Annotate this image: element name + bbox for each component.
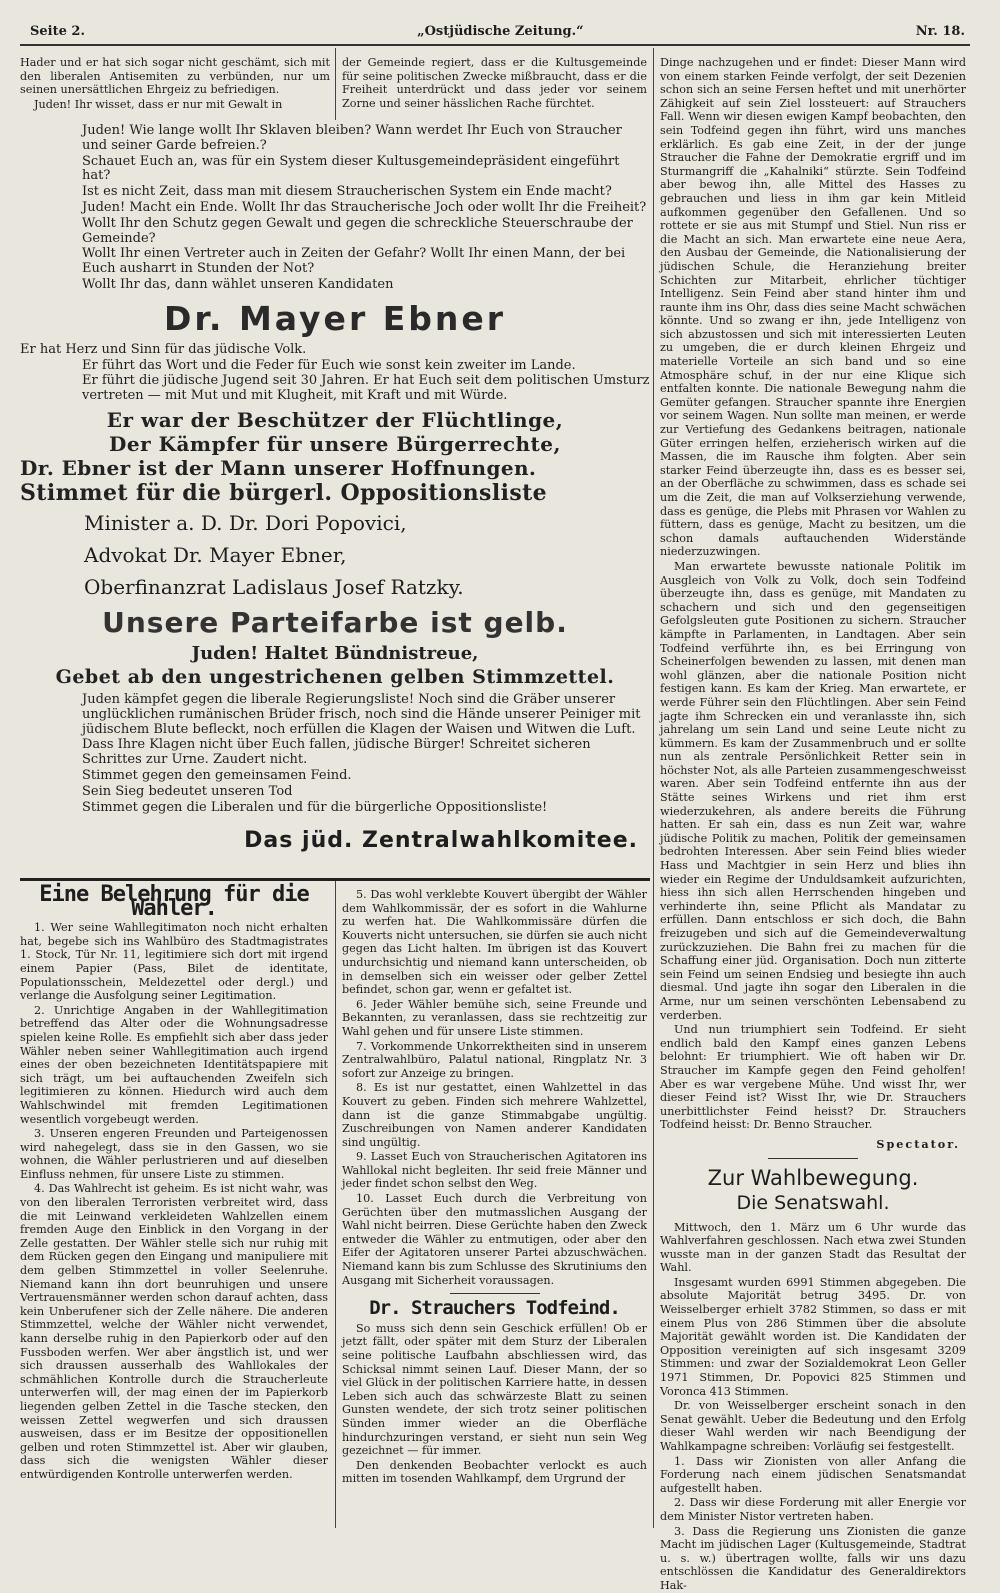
article-paragraph: Dr. von Weisselberger erscheint sonach in den Senat gewählt. Ueber die Bedeutung und den Erfolg dieser Wahl werden wir nach Beendigung der Wahlkampagne schreiben: Vorläufig sei festgestellt. <box>660 1399 966 1453</box>
ad-line: Wollt Ihr den Schutz gegen Gewalt und gegen die schreckliche Steuerschraube der Gemeinde? <box>82 215 633 246</box>
instruction-item: 4. Das Wahlrecht ist geheim. Es ist nicht wahr, was von den liberalen Terroristen verbreitet wird, dass die mit Leinwand verkleideten Wahlzellen einem fremden Auge den Einblick in den Vorgang in der Zelle gestatten. Der Wähler stelle sich nur ruhig mit dem Rücken gegen den Eingang und manipuliere mit dem gelben Stimmzettel in voller Seelenruhe. Niemand kann ihn dort beunruhigen und unsere Vertrauensmänner werden schon darauf achten, dass kein Unberufener sich der Zelle nähere. Die anderen Stimmzettel, welche der Wähler nicht verwendet, kann derselbe ruhig in den Papierkorb oder auf den Fussboden werfen. Wer aber ängstlich ist, und wer sich draussen ausserhalb des Wahllokales der schmählichen Kontrolle durch die Straucherleute unterwerfen will, der mag einen der im Papierkorb liegenden gelben Zettel in die Tasche stecken, den weissen Zettel wegwerfen und sich draussen ausweisen, dass er im Besitze der oppositionellen gelben und roten Stimmzettel ist. Aber wir glauben, dass sich die wenigsten Wähler dieser entwürdigenden Kontrolle unterwerfen werden. <box>20 1182 328 1481</box>
wahlbewegung-title: Zur Wahlbewegung. <box>707 1165 919 1190</box>
separator <box>450 1293 540 1294</box>
right-column <box>660 56 966 1592</box>
belehrung-right-column <box>342 888 647 1528</box>
section-rule <box>20 878 650 881</box>
loyalty-line: Juden! Haltet Bündnistreue, <box>191 642 479 664</box>
paragraph: der Gemeinde regiert, dass er die Kultusgemeinde für seine politischen Zwecke mißbraucht, dass er die Freiheit unterdrückt und dass jeder vor seinem Zorne und seiner hässlichen Rache fürchtet. <box>342 56 647 110</box>
ad-line: Wollt Ihr einen Vertreter auch in Zeiten der Gefahr? Wollt Ihr einen Mann, der bei Euch ausharrt in Stunden der Not? <box>82 246 626 277</box>
praise-line: Er führt die jüdische Jugend seit 30 Jahren. Er hat Euch seit dem politischen Umsturz vertreten — mit Mut und mit Klugheit, mit Kraft und mit Würde. <box>82 373 650 404</box>
praise-line: Er führt das Wort und die Feder für Euch wie sonst kein zweiter im Lande. <box>82 357 576 373</box>
election-advertisement <box>20 124 650 855</box>
separator <box>768 1158 858 1159</box>
ad-line: Juden! Macht ein Ende. Wollt Ihr das Straucherische Joch oder wollt Ihr die Freiheit? <box>82 199 647 215</box>
article-paragraph: Mittwoch, den 1. März um 6 Uhr wurde das Wahlverfahren geschlossen. Nach etwa zwei Stunden wusste man in der ganzen Stadt das Resultat der Wahl. <box>660 1220 966 1275</box>
top-mid-column <box>342 56 647 111</box>
top-left-column <box>20 56 330 112</box>
belehrung-title: Eine Belehrung für die Wähler. <box>39 882 309 921</box>
column-divider-bottom <box>335 880 336 1528</box>
closing-line: Dass Ihre Klagen nicht über Euch fallen, jüdische Bürger! Schreitet sicheren Schrittes zur Urne. Zaudert nicht. <box>82 737 591 768</box>
issue-number: Nr. 18. <box>915 24 965 39</box>
ad-line: Wollt Ihr das, dann wählet unseren Kandidaten <box>82 276 394 292</box>
committee-signature: Das jüd. Zentralwahlkomitee. <box>244 828 638 854</box>
ad-line: Ist es nicht Zeit, dass man mit diesem Straucherischen System ein Ende macht? <box>82 184 612 200</box>
candidate-name-headline: Dr. Mayer Ebner <box>163 298 507 338</box>
column-divider-right <box>653 48 654 1528</box>
instruction-item: 7. Vorkommende Unkorrektheiten sind in unserem Zentralwahlbüro, Palatul national, Ringplatz Nr. 3 sofort zur Anzeige zu bringen. <box>342 1039 647 1080</box>
column-divider-top <box>335 48 336 120</box>
ad-line: Schauet Euch an, was für ein System dieser Kultusgemeindepräsident eingeführt hat? <box>82 153 620 184</box>
closing-line: Stimmet gegen den gemeinsamen Feind. <box>82 767 352 783</box>
slogan-line: Er war der Beschützer der Flüchtlinge, <box>106 407 564 432</box>
instruction-item: 8. Es ist nur gestattet, einen Wahlzettel in das Kouvert zu geben. Finden sich mehrere Wahlzettel, dann ist die ganze Stimmabgabe ungültig. Zuschreibungen von Namen anderer Kandidaten sind ungültig. <box>342 1081 647 1149</box>
paragraph: Juden! Ihr wisset, dass er nur mit Gewalt in <box>34 97 283 111</box>
article-paragraph: Den denkenden Beobachter verlockt es auch mitten im tosenden Wahlkampf, dem Urgrund der <box>342 1458 647 1486</box>
praise-line: Er hat Herz und Sinn für das jüdische Volk. <box>20 341 307 357</box>
article-paragraph: Dinge nachzugehen und er findet: Dieser Mann wird von einem starken Feinde verfolgt, der seit Dezenien schon sich an seine Fersen heftet und mit unerhörter Zähigkeit auf sein Ziel lossteuert: auf Strauchers Fall. Wenn wir diesen ewigen Kampf beobachten, den sein Todfeind gegen ihn führt, wird uns manches erklärlich. Es gab eine Zeit, in der der junge Straucher die Fahne der Demokratie ergriff und im Sturmangriff die „Kahalniki“ stürzte. Sein Todfeind aber bewog ihn, alle Mittel des Hasses zu gebrauchen und liess in ihm gar kein Mitleid aufkommen gegenüber den Gefallenen. Und so rottete er sie aus mit Stumpf und Stiel. Nun riss er die Macht an sich. Man erwartete eine neue Aera, den Ausbau der Gemeinde, die Nationalisierung der jüdischen Schule, die Heranziehung breiter Schichten zur Mitarbeit, ehrlicher tüchtiger Intelligenz. Sein Feind aber stand hinter ihm und raunte ihm ins Ohr, dass dies seine Macht schwächen könnte. Und so zwang er ihn, jede Intelligenz von sich abzustossen und sich mit interessierten Leuten zu umgeben, die er durch kleinen Ehrgeiz und materielle Vorteile an sich band und so eine Atmosphäre schuf, in der nur eine Klique sich entfalten konnte. Die nationale Bewegung nahm die Gemüter gefangen. Straucher spannte ihre Energien vor seinem Wagen. Nun sollte man meinen, er werde zur Vertiefung des Gedankens beitragen, nationale Güter erringen helfen, erzieherisch wirken auf die Massen, die im Rausche ihm folgten. Aber sein starker Feind überzeugte ihn, dass es es besser sei, an der Oberfläche zu schwimmen, dass es schade sei um die Zeit, die man auf Volkserziehung verwende, dass es genüge, die Plebs mit Phrasen vor Wahlen zu füttern, dass es genüge, Macht zu besitzen, um die schon damals auftauchenden Widerstände niederzuzwingen. <box>660 56 966 559</box>
article-paragraph: So muss sich denn sein Geschick erfüllen! Ob er jetzt fällt, oder später mit dem Sturz der Liberalen seine politische Laufbahn abschliessen wird, das Schicksal nimmt seinen Lauf. Dieser Mann, der so viel Glück in der politischen Karriere hatte, in dessen Leben sich auch das schwärzeste Blatt zu seinen Gunsten wendete, der sich trotz seiner politischen Sünden immer wieder an die Oberfläche hindurchzuringen verstand, er sieht nun sein Weg gezeichnet — für immer. <box>342 1321 647 1458</box>
instruction-item: 6. Jeder Wähler bemühe sich, seine Freunde und Bekannten, zu veranlassen, dass sie rechtzeitig zur Wahl gehen und für unsere Liste stimmen. <box>342 997 647 1038</box>
paragraph: Hader und er hat sich sogar nicht geschämt, sich mit den liberalen Antisemiten zu verbünden, nur um seinen unersättlichen Ehrgeiz zu befriedigen. <box>20 56 330 97</box>
article-author: Spectator. <box>876 1136 960 1151</box>
article-paragraph: 2. Dass wir diese Forderung mit aller Energie vor dem Minister Nistor vertreten haben. <box>660 1496 966 1523</box>
closing-line: Sein Sieg bedeutet unseren Tod <box>82 783 293 799</box>
party-color-headline: Unsere Parteifarbe ist gelb. <box>102 605 568 639</box>
slogan-line: Der Kämpfer für unsere Bürgerrechte, <box>109 431 561 456</box>
page-header <box>30 24 965 44</box>
article-paragraph: Man erwartete bewusste nationale Politik im Ausgleich von Volk zu Volk, doch sein Todfeind überzeugte ihn, dass es genüge, mit Mandaten zu schachern und sich und den gegenseitigen Gefolgsleuten gute Positionen zu sichern. Straucher kämpfte in Parlamenten, in Landtagen. Aber sein Todfeind verführte ihn, es bei Erringung von Scheinerfolgen bewenden zu lassen, mit denen man wohl glänzen, aber die nationale Position nicht festigen kann. Es kam der Krieg. Man erwartete, er werde Führer sein den Flüchtlingen. Aber sein Feind jagte ihm Schrecken ein und veranlasste ihn, sich jahrelang um sein Land und seine Leute nicht zu kümmern. Es kam der Zusammenbruch und er sollte nun als zentrale Persönlichkeit Retter sein in höchster Not, als alle Parteien zusammengeschweisst waren. Aber sein Todfeind entfernte ihn aus der Stätte seines Wirkens und riet ihm erst wiederzukehren, als andere bereits die Führung hatten. Er sah ein, dass es nun Zeit war, wahre jüdische Politik zu machen, Politik der gemeinsamen bedrohten Interessen. Aber sein Feind blies wieder Hass und Machtgier in sein Herz und blies ihn wieder ein Regime der Unduldsamkeit aufzurichten, hiess ihn sich allen Herrschenden hingeben und verhinderte ihn, seine Pflicht als Mandatar zu erfüllen. Dann entschloss er sich doch, die Bahn freizugeben und sich auf die Gemeindeverwaltung zurückzuziehen. Die Bahn frei zu machen für die Schaffung einer jüd. Organisation. Doch nun zitterte sein Feind um seinen Endsieg und besiegte ihn auch diesmal. Und jagte ihn sogar den Liberalen in die Arme, nur um seinen verschönten Lebensabend zu verderben. <box>660 559 966 1022</box>
article-paragraph: Insgesamt wurden 6991 Stimmen abgegeben. Die absolute Majorität betrug 3495. Dr. von Weisselberger erhielt 3782 Stimmen, so dass er mit einem Plus von 286 Stimmen über die absolute Majorität gewählt worden ist. Die Kandidaten der Opposition vereinigten auf sich insgesamt 3209 Stimmen: und zwar der Sozialdemokrat Leon Geller 1971 Stimmen, Dr. Popovici 825 Stimmen und Voronca 413 Stimmen. <box>660 1275 966 1398</box>
page-number: Seite 2. <box>30 24 85 39</box>
article-paragraph: Und nun triumphiert sein Todfeind. Er sieht endlich bald den Kampf eines ganzen Lebens belohnt: Er triumphiert. Wie oft haben wir Dr. Straucher im Kampfe gegen den Feind geholfen! Aber es war vergebene Mühe. Und wisst Ihr, wer dieser Feind ist? Wisst Ihr, wie Dr. Strauchers unerbittlichster Feind heisst? Dr. Strauchers Todfeind heisst: Dr. Benno Straucher. <box>660 1023 966 1132</box>
slogan-line: Stimmet für die bürgerl. Oppositionsliste <box>20 479 548 506</box>
slogan-line: Dr. Ebner ist der Mann unserer Hoffnungen. <box>20 455 537 480</box>
closing-line: Stimmet gegen die Liberalen und für die bürgerliche Oppositionsliste! <box>82 799 548 815</box>
candidate-list-item: Advokat Dr. Mayer Ebner, <box>84 542 347 567</box>
ballot-line: Gebet ab den ungestrichenen gelben Stimmzettel. <box>55 665 615 688</box>
article-paragraph: 1. Dass wir Zionisten von aller Anfang die Forderung nach einem jüdischen Senatsmandat aufgestellt haben. <box>660 1454 966 1495</box>
article-paragraph: 3. Dass die Regierung uns Zionisten die ganze Macht im jüdischen Lager (Kultusgemeinde, Stadtrat u. s. w.) übertragen wollte, falls wir uns dazu entschlössen die Kandidatur des Generaldirektors Hak- <box>660 1524 966 1592</box>
closing-line: Juden kämpfet gegen die liberale Regierungsliste! Noch sind die Gräber unserer unglücklichen rumänischen Brüder frisch, noch sind die Hände unserer Peiniger mit jüdischem Blute befleckt, noch erfüllen die Klagen der Waisen und Witwen die Luft. <box>82 691 641 737</box>
instruction-item: 10. Lasset Euch durch die Verbreitung von Gerüchten über den mutmasslichen Ausgang der Wahl nicht beirren. Diese Gerüchte haben den Zweck entweder die Wähler zu entmutigen, oder aber den Eifer der Agitatoren unserer Partei abzuschwächen. Niemand kann bis zum Schlusse des Skrutiniums den Ausgang mit Sicherheit voraussagen. <box>342 1192 647 1287</box>
ad-line: Juden! Wie lange wollt Ihr Sklaven bleiben? Wann werdet Ihr Euch von Straucher und seiner Garde befreien.? <box>82 123 622 153</box>
instruction-item: 3. Unseren engeren Freunden und Parteigenossen wird nahegelegt, dass sie in den Gassen, wo sie wohnen, die Wähler perlustrieren und auf dieselben Einfluss nehmen, für unsere Liste zu stimmen. <box>20 1127 328 1181</box>
belehrung-left-column <box>20 882 328 1528</box>
senatswahl-subtitle: Die Senatswahl. <box>736 1191 890 1214</box>
candidate-list-item: Minister a. D. Dr. Dori Popovici, <box>84 510 407 535</box>
newspaper-title: „Ostjüdische Zeitung.“ <box>417 24 584 39</box>
instruction-item: 9. Lasset Euch von Straucherischen Agitatoren ins Wahllokal nicht begleiten. Ihr seid freie Männer und jeder findet schon selbst den Weg. <box>342 1150 647 1191</box>
instruction-item: 1. Wer seine Wahllegitimaton noch nicht erhalten hat, begebe sich ins Wahlbüro des Stadtmagistrates 1. Stock, Tür Nr. 11, legitimiere sich dort mit irgend einem Papier (Pass, Bilet de identitate, Populationsschein, Meldezettel oder dergl.) und verlange die Ausfolgung seiner Legitimation. <box>20 921 328 1003</box>
todfeind-title: Dr. Strauchers Todfeind. <box>369 1297 620 1320</box>
instruction-item: 2. Unrichtige Angaben in der Wahllegitimation betreffend das Alter oder die Wohnungsadresse spielen keine Rolle. Es empfiehlt sich aber dass jeder Wähler neben seiner Wahllegitimation auch irgend eines der oben bezeichneten Identitätspapiere mit sich trägt, um bei auftauchenden Zweifeln sich legitimieren zu können. Hiedurch wird auch dem Wahlschwindel mit fremden Legitimationen wesentlich vorgebeugt werden. <box>20 1003 328 1126</box>
header-rule <box>20 44 970 46</box>
instruction-item: 5. Das wohl verklebte Kouvert übergibt der Wähler dem Wahlkommissär, der es sofort in die Wahlurne zu werfen hat. Die Wahlkommissäre dürfen die Kouverts nicht untersuchen, sie dürfen sie auch nicht gegen das Licht halten. Im übrigen ist das Kouvert undurchsichtig und niemand kann unterscheiden, ob in demselben sich ein weisser oder gelber Zettel befindet, schon gar, wenn er gefaltet ist. <box>342 888 647 997</box>
candidate-list-item: Oberfinanzrat Ladislaus Josef Ratzky. <box>84 574 464 599</box>
